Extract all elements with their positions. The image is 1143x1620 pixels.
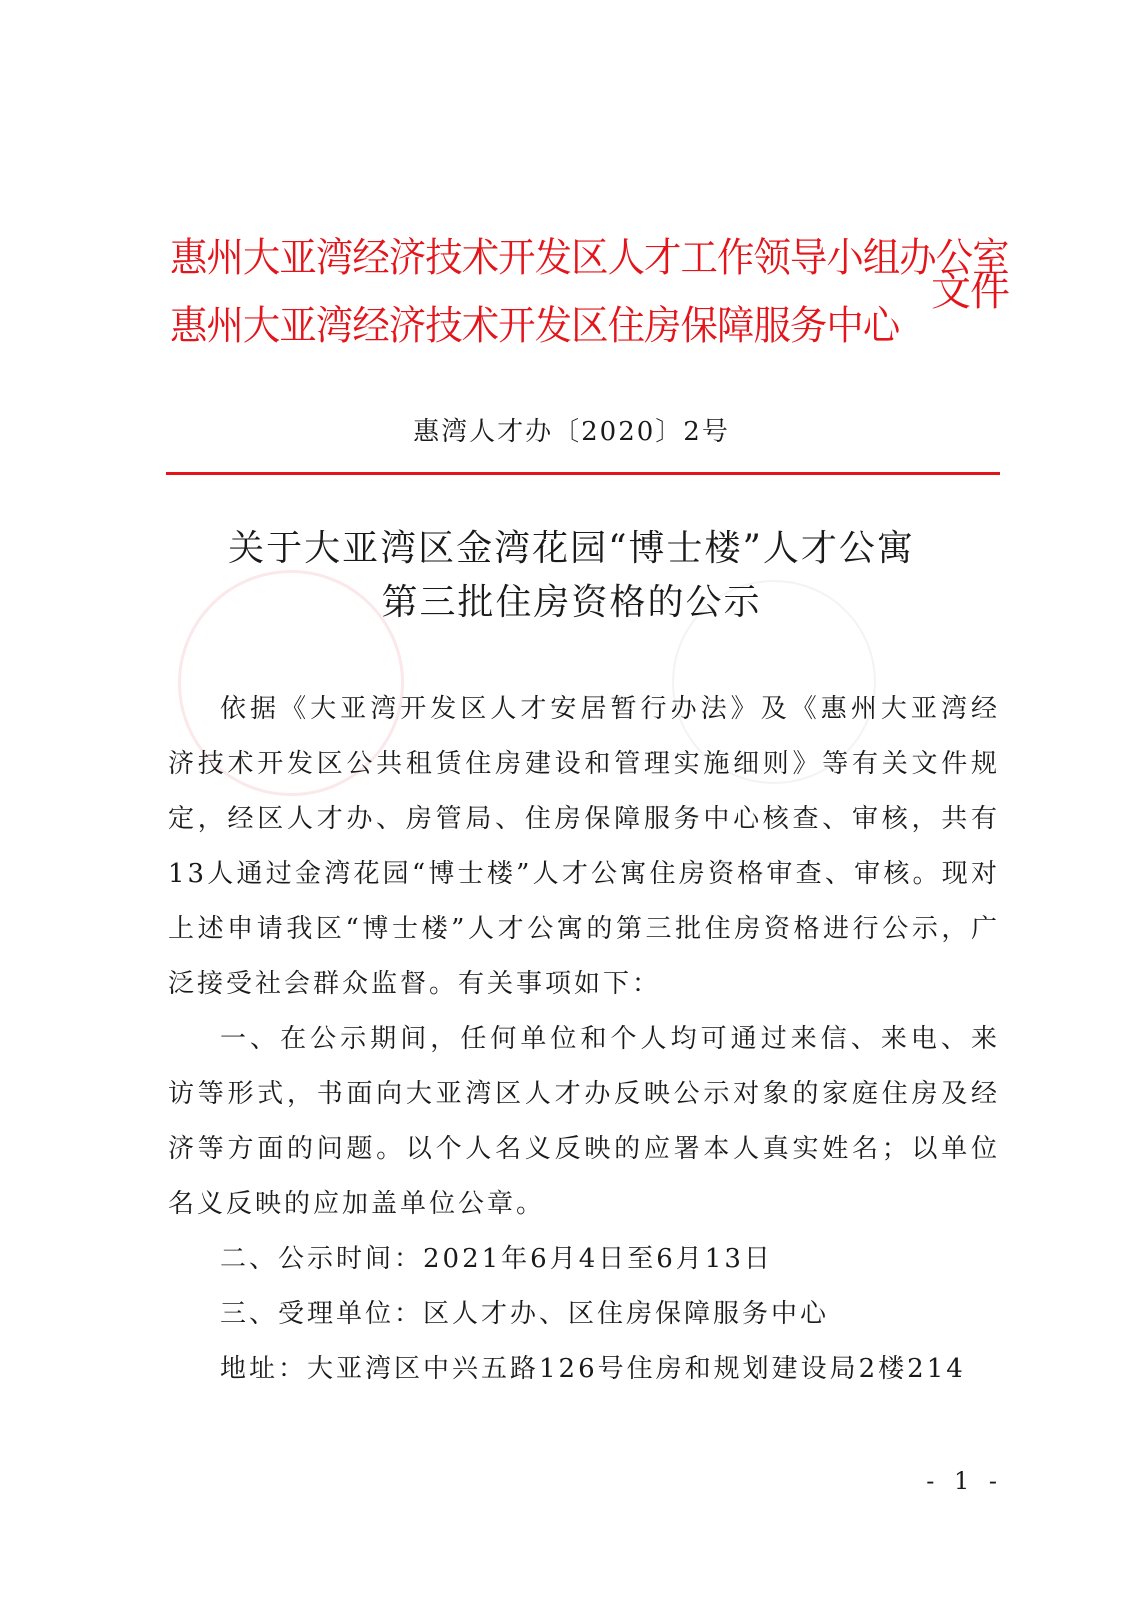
agency-name-line-2: 惠州大亚湾经济技术开发区住房保障服务中心	[170, 303, 900, 349]
document-body	[168, 682, 1000, 1397]
body-paragraph-item-3: 三、受理单位：区人才办、区住房保障服务中心	[220, 1299, 830, 1329]
agency-name-line-1: 惠州大亚湾经济技术开发区人才工作领导小组办公室	[170, 235, 1009, 281]
red-divider-line	[166, 472, 1000, 475]
document-type-label: 文件	[931, 269, 1009, 315]
document-title	[0, 522, 1143, 630]
title-line-2: 第三批住房资格的公示	[381, 582, 762, 623]
body-paragraph-intro: 依据《大亚湾开发区人才安居暂行办法》及《惠州大亚湾经济技术开发区公共租赁住房建设和管理实施细则》等有关文件规定，经区人才办、房管局、住房保障服务中心核查、审核，共有13人通过金湾花园“博士楼”人才公寓住房资格审查、审核。现对上述申请我区“博士楼”人才公寓的第三批住房资格进行公示，广泛接受社会群众监督。有关事项如下：	[168, 694, 1000, 999]
body-paragraph-item-1: 一、在公示期间，任何单位和个人均可通过来信、来电、来访等形式，书面向大亚湾区人才办反映公示对象的家庭住房及经济等方面的问题。以个人名义反映的应署本人真实姓名；以单位名义反映的应加盖单位公章。	[168, 1024, 1000, 1219]
page-number: - 1 -	[926, 1467, 1003, 1495]
document-number: 惠湾人才办〔2020〕2号	[413, 417, 730, 447]
issuing-agency-header	[170, 222, 1030, 362]
title-line-1: 关于大亚湾区金湾花园“博士楼”人才公寓	[228, 528, 915, 569]
body-paragraph-address: 地址：大亚湾区中兴五路126号住房和规划建设局2楼214	[220, 1354, 966, 1384]
body-paragraph-item-2: 二、公示时间：2021年6月4日至6月13日	[220, 1244, 773, 1274]
